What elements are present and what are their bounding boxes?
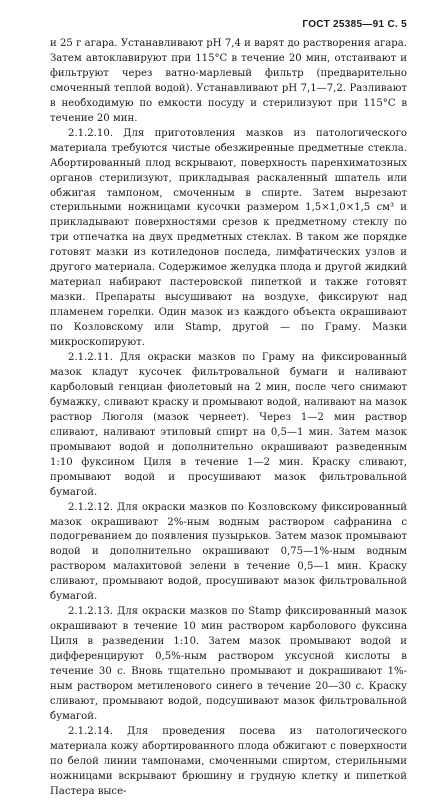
- clause-2-1-2-13: [50, 605, 407, 725]
- clause-2-1-2-14: [50, 725, 407, 800]
- clause-2-1-2-11: [50, 351, 407, 501]
- clause-number: 2.1.2.11.: [68, 352, 113, 364]
- paragraph-continuation: [50, 37, 407, 127]
- clause-number: 2.1.2.14.: [68, 725, 113, 737]
- clause-text: Для приготовления мазков из патологического материала требуются чистые обезжиренные предметные стекла. Абортированный плод вскрывают, поверхность паренхиматозных органов стерилизуют, прикладывая раскаленный шпатель или обжигая тампоном, смоченным в спирте. Затем вырезают стерильными ножницами кусочки размером 1,5×1,0×1,5 см³ и прикладывают поверхностями срезов к предметному стеклу по три отпечатка на двух предметных стеклах. В таком же порядке готовят мазки из котиледонов последа, лимфатических узлов и другого материала. Содержимое желудка плода и другой жидкий материал набирают пастеровской пипеткой и также готовят мазки. Препараты высушивают на воздухе, фиксируют над пламенем горелки. Один мазок из каждого объекта окрашивают по Козловскому или Stamp, другой — по Граму. Мазки микроскопируют.: [50, 127, 407, 349]
- clause-text: Для окраски мазков по Stamp фиксированный мазок окрашивают в течение 10 мин раствором карболового фуксина Циля в разведении 1:10. Затем мазок промывают водой и дифференцируют 0,5%-ным раствором уксусной кислоты в течение 30 с. Вновь тщательно промывают и докрашивают 1%-ным раствором метиленового синего в течение 20—30 с. Краску сливают, промывают водой, подсушивают мазок фильтровальной бумагой.: [50, 606, 407, 722]
- clause-number: 2.1.2.10.: [68, 127, 113, 139]
- clause-text: Для окраски мазков по Граму на фиксированный мазок кладут кусочек фильтровальной бумаги и наливают карболовый генциан фиолетовый на 2 мин, после чего снимают бумажку, сливают краску и промывают водой, наливают на мазок раствор Люголя (мазок чернеет). Через 1—2 мин раствор сливают, наливают этиловый спирт на 0,5—1 мин. Затем мазок промывают водой и дополнительно окрашивают разведенным 1:10 фуксином Циля в течение 1—2 мин. Краску сливают, промывают водой и просушивают мазок фильтровальной бумагой.: [50, 352, 407, 498]
- paragraph-text: и 25 г агара. Устанавливают pH 7,4 и варят до растворения агара. Затем автоклавируют при 115°С в течение 20 мин, отстаивают и фильтруют через ватно-марлевый фильтр (предварительно смоченный теплой водой). Устанавливают pH 7,1—7,2. Разливают в необходимую по емкости посуду и стерилизуют при 115°С в течение 20 мин.: [50, 38, 407, 124]
- clause-2-1-2-10: [50, 127, 407, 351]
- clause-text: Для окраски мазков по Козловскому фиксированный мазок окрашивают 2%-ным водным раствором сафранина с подогреванием до появления пузырьков. Затем мазок промывают водой и дополнительно окрашивают 0,75—1%-ным водным раствором малахитовой зелени в течение 0,5—1 мин. Краску сливают, промывают водой, просушивают мазок фильтровальной бумагой.: [50, 501, 407, 603]
- clause-2-1-2-12: [50, 501, 407, 606]
- running-header: ГОСТ 25385—91 С. 5: [302, 19, 407, 30]
- clause-text: Для проведения посева из патологического материала кожу абортированного плода обжигают с поверхности по белой линии тампонами, смоченными спиртом, стерильными ножницами вскрывают брюшину и грудную клетку и пипеткой Пастера высе-: [50, 725, 407, 797]
- clause-number: 2.1.2.13.: [68, 606, 113, 618]
- document-body: [50, 37, 407, 800]
- clause-number: 2.1.2.12.: [68, 501, 113, 513]
